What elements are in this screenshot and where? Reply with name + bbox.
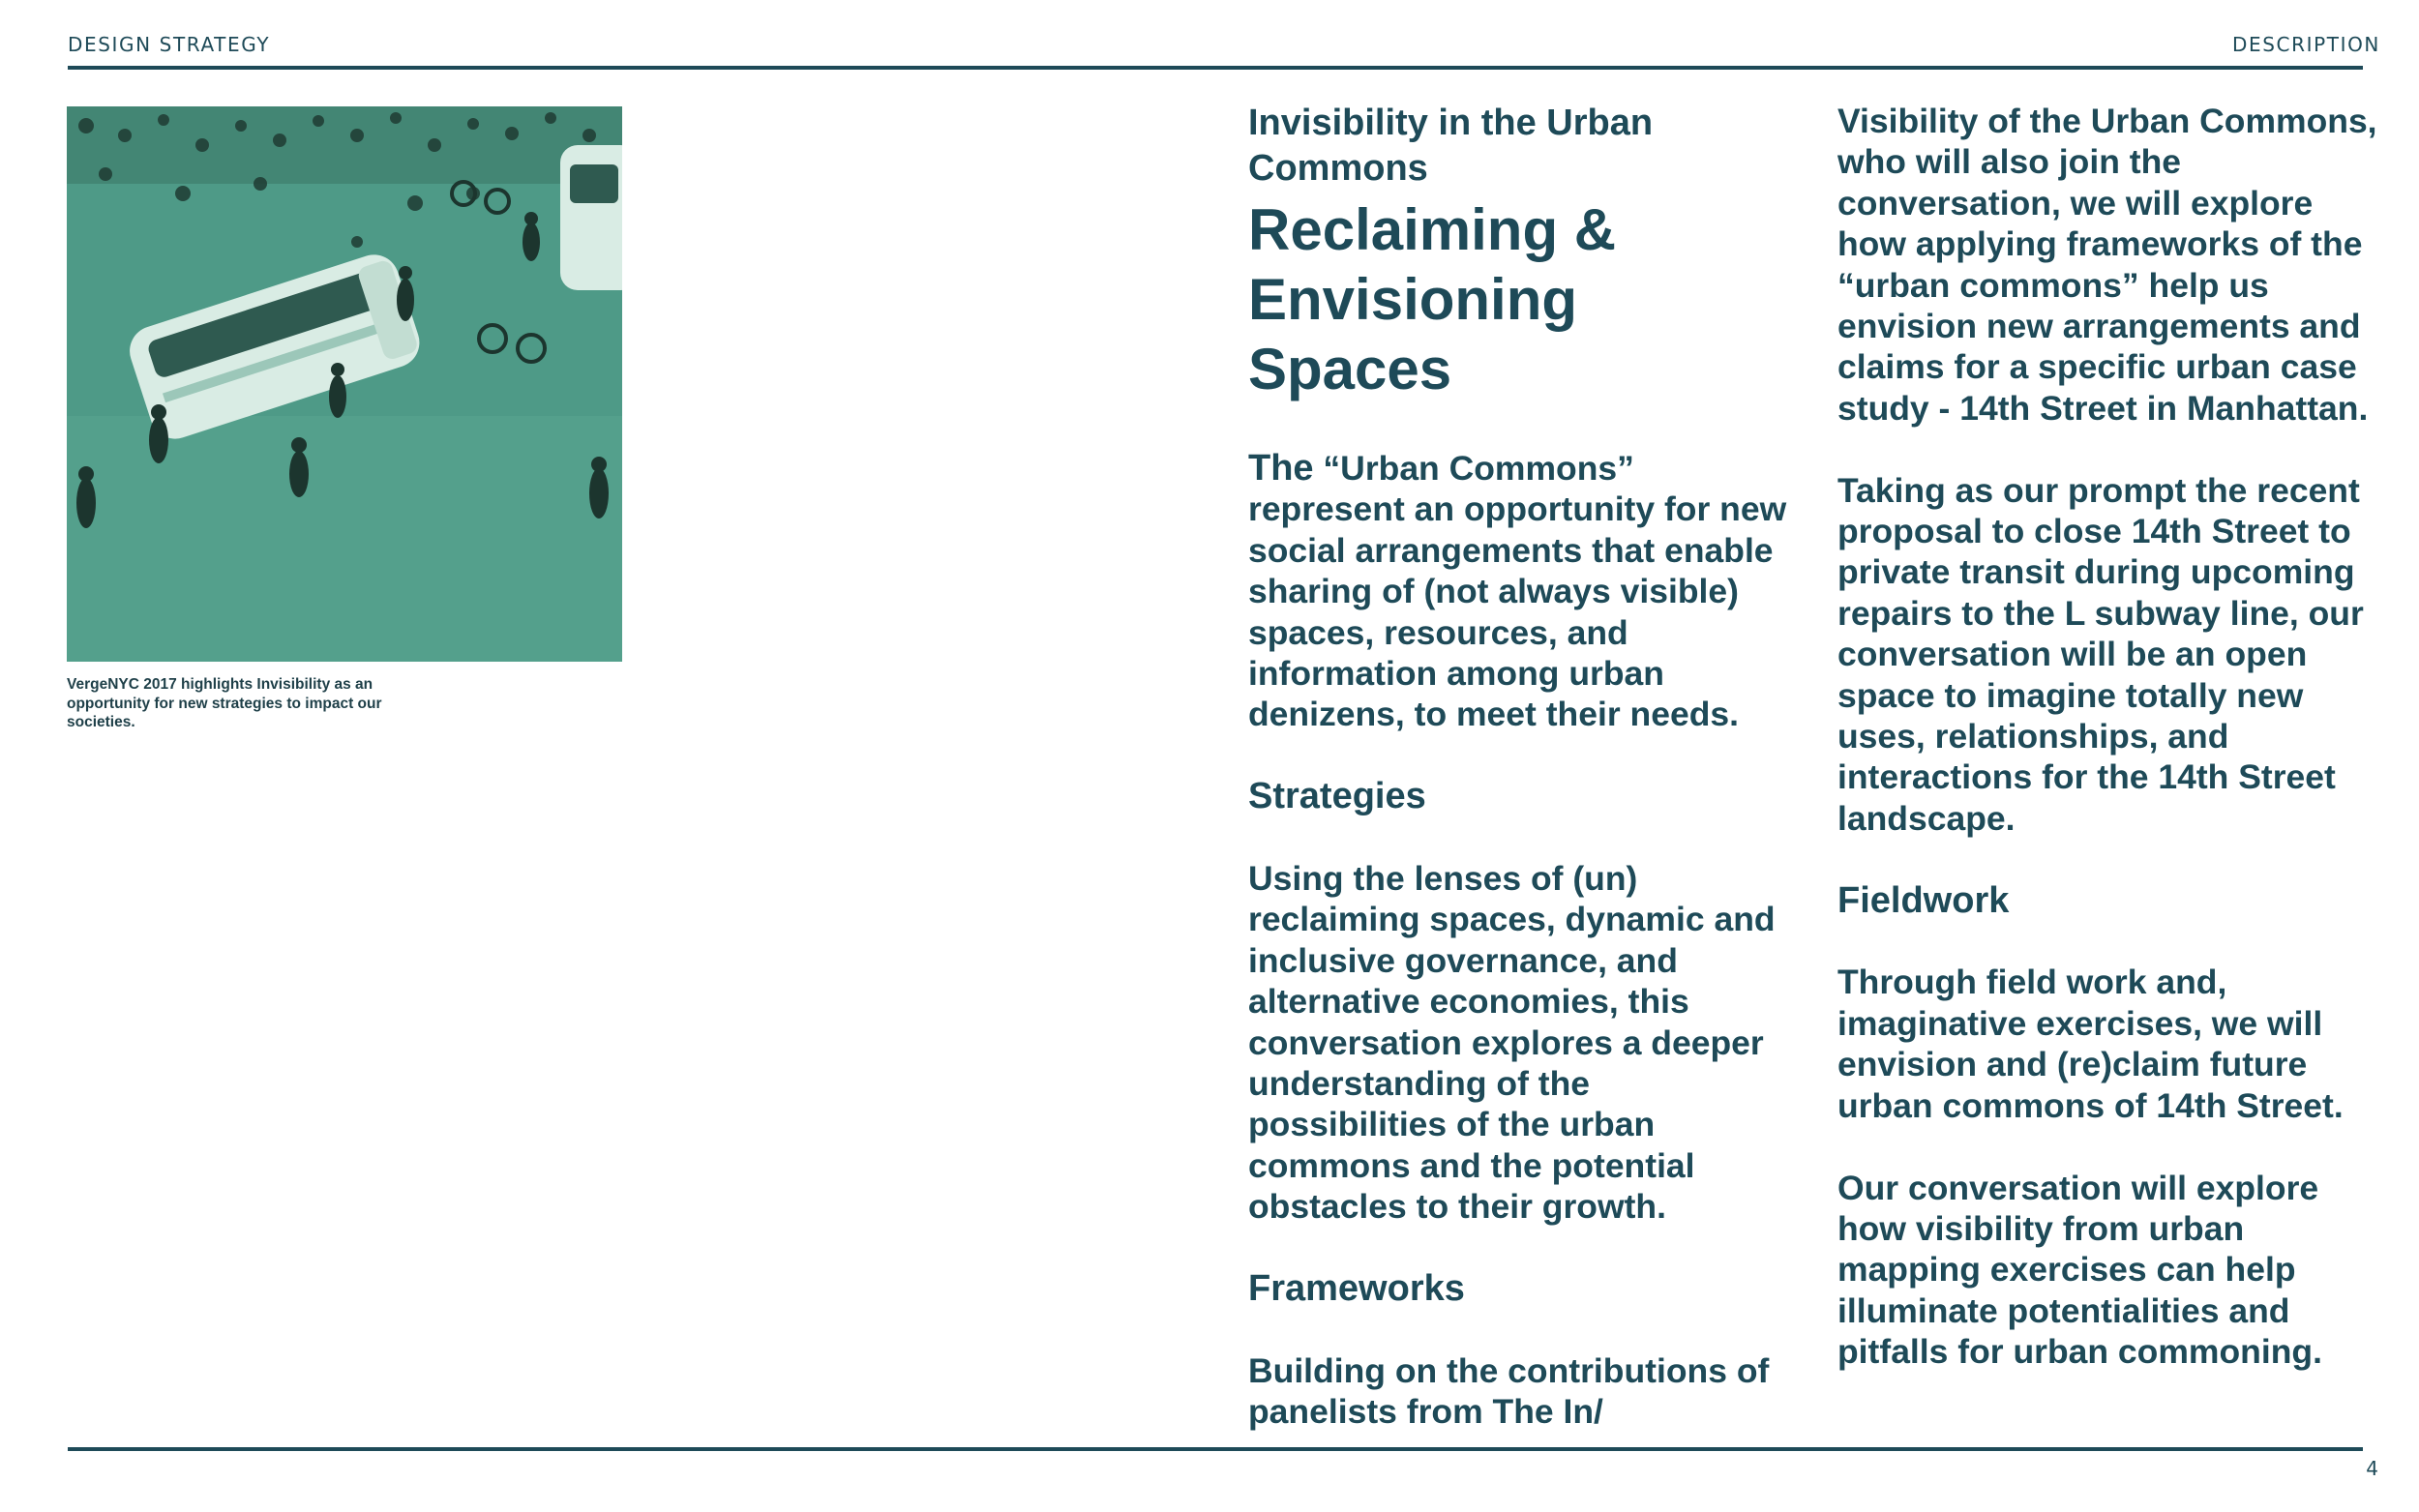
intro-lead-word: The: [1248, 448, 1314, 489]
photo-caption: VergeNYC 2017 highlights Invisibility as an opportunity for new strategies to impact our societies.: [67, 676, 382, 730]
fieldwork-heading: Fieldwork: [1837, 879, 2010, 921]
prompt-paragraph: Taking as our prompt the recent proposal to close 14th Street to private transit during upcoming repairs to the L subway line, our conversation will be an open space to imagine totally new uses, relationships, and interactions for the 14th Street landscape.: [1837, 470, 2364, 838]
article-headline: Reclaiming & Envisioning Spaces: [1248, 197, 1617, 401]
header-divider: [68, 66, 2363, 70]
footer-divider: [68, 1447, 2363, 1451]
frameworks-heading: Frameworks: [1248, 1268, 1465, 1310]
page-section-title: DESCRIPTION: [2232, 33, 2380, 56]
strategies-paragraph: Using the lenses of (un) reclaiming spaces, dynamic and inclusive governance, and alternative economies, this conversation explores a deeper understanding of the possibilities of the urban commons and the potential obstacles to their growth.: [1248, 859, 1776, 1227]
text-column-2: [1837, 101, 2379, 1373]
intro-text: “Urban Commons” represent an opportunity for new social arrangements that enable sharing of (not always visible) spaces, resources, and information among urban denizens, to meet their needs.: [1248, 449, 1787, 734]
article-kicker: Invisibility in the Urban Commons: [1248, 103, 1654, 189]
strategies-heading: Strategies: [1248, 776, 1426, 817]
continuation-paragraph: Visibility of the Urban Commons, who will also join the conversation, we will explore how applying frameworks of the “urban commons” help us envision new arrangements and claims for a specific urban case study - 14th Street in Manhattan.: [1837, 102, 2377, 428]
street-scene-illustration: [67, 106, 622, 662]
intro-paragraph: [1248, 448, 1790, 735]
street-scene-photo: [67, 106, 622, 662]
closing-paragraph: Our conversation will explore how visibility from urban mapping exercises can help illuminate potentialities and pitfalls for urban commoning.: [1837, 1168, 2322, 1372]
fieldwork-paragraph: Through field work and, imaginative exercises, we will envision and (re)claim future urban commons of 14th Street.: [1837, 963, 2344, 1125]
section-label: DESIGN STRATEGY: [68, 33, 271, 56]
frameworks-paragraph: Building on the contributions of panelists from The In/: [1248, 1350, 1770, 1432]
text-column-1: [1248, 101, 1790, 1433]
page-number: 4: [2366, 1457, 2378, 1480]
